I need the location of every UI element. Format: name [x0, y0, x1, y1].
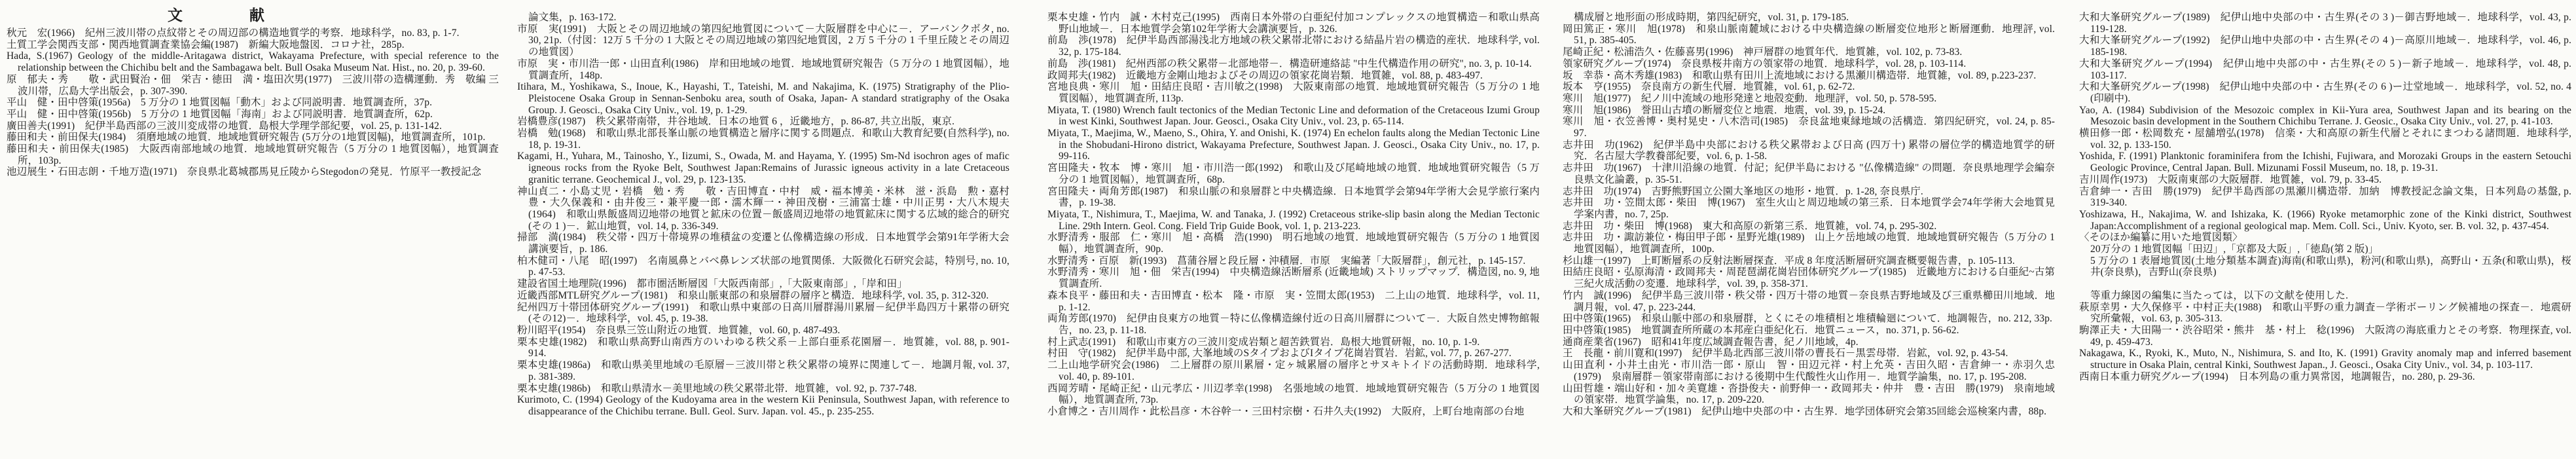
reference-entry: 前島 渉(1981) 紀州西部の秩父累帯－北部地帯－．構造研連絡誌 "中生代構造作用の研究", no. 3, p. 10-14.	[1047, 58, 1532, 69]
reference-column-5	[2079, 0, 2571, 382]
reference-entry: 政岡邦夫(1982) 近畿地方金剛山地およびその周辺の領家花崗岩類．地質雑，vol. 88, p. 483-497.	[1047, 69, 1483, 81]
reference-entry: 志井田 功(1974) 吉野熊野国立公園大峯地区の地形・地質．p. 1-28, 奈良県庁.	[1563, 185, 1923, 197]
reference-entry: 廣田善夫(1991) 紀伊半島西部の三波川変成帯の地質．島根大学理学部紀要，vol. 25, p. 131-142.	[7, 120, 442, 132]
reference-entry: 村田 守(1982) 紀伊半島中部, 大峯地域のSタイプおよびIタイプ花崗岩質岩．岩鉱, vol. 77, p. 267-277.	[1047, 348, 1512, 359]
reference-entry: Nakagawa, K., Ryoki, K., Muto, N., Nishimura, S. and Ito, K. (1991) Gravity anomaly map and inferred basement structure in Osaka Plain, central Kinki, Southwest Japan., J. Geosci., Osaka City Univ., vol. 34, p. 103-117.	[2079, 348, 2571, 371]
reference-entry: 柏木健司・八尾 昭(1997) 名南風鼻とバベ鼻レンズ状部の地質関係．大阪微化石研究会誌，特別号, no. 10, p. 47-53.	[517, 255, 1009, 278]
reference-entry: 平山 健・田中啓策(1956a) 5 万分の 1 地質図幅「動木」および同説明書．地質調査所，37p.	[7, 97, 433, 109]
reference-entry: 田中啓策(1965) 和泉山脈中部の和泉層群，とくにその堆積相と堆積輪廻について．地調報告，no. 212, 33p.	[1563, 313, 2052, 325]
reference-entry: Yao, A. (1984) Subdivision of the Mesozoic complex in Kii-Yura area, Southwest Japan and its bearing on the Mesozoic basin development in the Southern Chichibu Terrane. J. Geosic., Osaka City Univ., vol. 27, p. 41-103.	[2079, 104, 2571, 128]
reference-entry: 杉山雄一(1997) 上町断層系の反射法断層探査．平成 8 年度活断層研究調査概要報告書，p. 105-113.	[1563, 255, 2015, 266]
reference-entry: 水野清秀・寒川 旭・佃 栄吉(1994) 中央構造線活断層系 (近畿地域) ストリップマップ．構造図, no. 9, 地質調査所.	[1047, 266, 1540, 290]
note-line: 20万分の 1 地質図幅「田辺」,「京都及大阪」,「徳島(第 2 版)」	[2090, 244, 2379, 255]
reference-entry: Kurimoto, C. (1994) Geology of the Kudoyama area in the western Kii Peninsula, Southwest Japan, with reference to disappearance of the Chichibu terrane. Bull. Geol. Surv. Japan. vol. 45., p. 235-255.	[517, 394, 1009, 417]
reference-entry: Miyata, T., Maejima, W., Maeno, S., Ohira, Y. and Onishi, K. (1974) En echelon faults along the Median Tectonic Line in the Shobudani-Hirono district, Wakayama Prefecture, Southwest Japan. J. Geosci., Osaka City Univ., no. 17, p. 99-116.	[1047, 128, 1540, 162]
reference-entry: 水野清秀・服部 仁・寒川 旭・高橋 浩(1990) 明石地域の地質．地域地質研究報告（5 万分の 1 地質図幅），地質調査所，90p.	[1047, 232, 1540, 255]
section-heading: 〈そのほか編纂に用いた地質図類〉	[2079, 232, 2243, 244]
reference-entry: 志井田 功・柴田 博(1968) 東大和高原の新第三系．地質雑，vol. 74, p. 295-302.	[1563, 220, 1937, 232]
reference-entry: 藤田和夫・前田保夫(1984) 須磨地域の地質．地域地質研究報告 (5万分の1地質図幅)，地質調査所，101p.	[7, 132, 486, 143]
reference-entry: 宮田隆夫・牧本 博・寒川 旭・市川浩一郎(1992) 和歌山及び尾崎地域の地質．地域地質研究報告（5 万分の 1 地質図幅），地質調査所，68p.	[1047, 162, 1540, 185]
reference-entry: 栗本史雄・竹内 誠・木村克己(1995) 西南日本外帯の白亜紀付加コンプレックスの地質構造－和歌山県高野山地域－．日本地質学会第102年学術大会講演要旨，p. 326.	[1047, 12, 1540, 35]
reference-entry: 大和大峯研究グループ(1998) 紀伊山地中央部の中・古生界(その 6 )ー辻堂地域－．地球科学，vol. 52, no. 4 (印刷中).	[2079, 81, 2571, 104]
reference-entry: 近畿西部MTL研究グループ(1981) 和泉山脈東部の和泉層群の層序と構造．地球科学, vol. 35, p. 312-320.	[517, 289, 989, 301]
reference-entry: 秋元 宏(1966) 紀州三波川帯の点紋帯とその周辺部の構造地質学的考察．地球科学，no. 83, p. 1-7.	[7, 28, 460, 39]
reference-entry: 寒川 旭(1986) 誉田山古墳の断層変位と地震．地震，vol. 39, p. 15-24.	[1563, 104, 1886, 116]
note-line: 5 万分の 1 表層地質図(土地分類基本調査)海南(和歌山県)，粉河(和歌山県)，高野山・五条(和歌山県)，桜井(奈良県)，吉野山(奈良県)	[2090, 255, 2571, 278]
reference-entry: 粉川昭平(1954) 奈良県三笠山附近の地質．地質雑，vol. 60, p. 487-493.	[517, 324, 841, 336]
reference-entry: 村上武志(1991) 和歌山市東方の三波川変成岩類と超苦鉄質岩．島根大地質研報，no. 10, p. 1-9.	[1047, 336, 1480, 348]
reference-column-3	[1047, 0, 1540, 418]
reference-entry: 吉川周作(1973) 大阪南東部の大阪層群．地質雑，vol. 79, p. 33-45.	[2079, 174, 2382, 185]
reference-entry: 藤田和夫・前田保夫(1985) 大阪西南部地域の地質．地域地質研究報告（5 万分の 1 地質図幅），地質調査所，103p.	[7, 143, 499, 166]
blank-line	[2079, 278, 2571, 290]
reference-entry: 寒川 旭(1977) 紀ノ川中流域の地形発達と地殻変動．地理評，vol. 50, p. 578-595.	[1563, 92, 1937, 104]
reference-entry: 岡田篤正・寒川 旭(1978) 和泉山脈南麓域における中央構造線の断層変位地形と断層運動．地理評, vol. 51, p. 385-405.	[1563, 23, 2055, 46]
reference-entry: 山田哲雄・端山好和・加々美寛雄・沓掛俊夫・前野伸一・政岡邦夫・仲井 豊・吉田 勝(1979) 泉南地域の領家帯．地質学論集，no. 17, p. 209-220.	[1563, 382, 2055, 406]
reference-entry: Miyata, T., Nishimura, T., Maejima, W. and Tanaka, J. (1992) Cretaceous strike-slip basin along the Median Tectonic Line. 29th Intern. Geol. Cong. Field Trip Guide Book, vol. 1, p. 213-223.	[1047, 208, 1540, 232]
reference-entry: 尾崎正紀・松浦浩久・佐藤喜男(1996) 神戸層群の地質年代．地質雑，vol. 102, p. 73-83.	[1563, 46, 1963, 58]
reference-entry: 王 長龍・前川寛和(1997) 紀伊半島北西部三波川帯の曹長石－黒雲母帯．岩鉱，vol. 92, p. 43-54.	[1563, 348, 2008, 359]
reference-entry: 志井田 功・笠間太郎・柴田 博(1967) 室生火山と周辺地域の第三系．日本地質学会74年学術大会地質見学案内書，no. 7, 25p.	[1563, 197, 2055, 220]
reference-column-4	[1563, 0, 2055, 418]
reference-entry: 寒川 旭・衣笠善博・奥村晃史・八木浩司(1985) 奈良盆地東縁地域の活構造．第四紀研究，vol. 24, p. 85-97.	[1563, 116, 2055, 139]
reference-entry: 栗本史雄(1986b) 和歌山県清水－美里地域の秩父累帯北帯．地質雑，vol. 92, p. 737-748.	[517, 382, 917, 394]
reference-entry: 領家研究グループ(1974) 奈良県桜井南方の領家帯の地質．地球科学，vol. 28, p. 103-114.	[1563, 58, 1967, 69]
reference-entry: 宮地良典・寒川 旭・田結庄良昭・吉川敏之(1998) 大阪東南部の地質．地域地質研究報告（5 万分の 1 地質図幅），地質調査所, 113p.	[1047, 81, 1540, 104]
reference-entry: 志井田 功・諏訪兼位・梅田甲子郎・星野光雄(1989) 山上ケ岳地域の地質．地域地質研究報告（5 万分の 1 地質図幅），地質調査所，100p.	[1563, 232, 2055, 255]
reference-entry: 宮田隆夫・両角芳郎(1987) 和泉山脈の和泉層群と中央構造線．日本地質学会第94年学術大会見学旅行案内書，p. 19-38.	[1047, 185, 1540, 209]
reference-entry: 大和大峯研究グループ(1981) 紀伊山地中央部の中・古生界．地学団体研究会第35回総会巡検案内書，88p.	[1563, 405, 2047, 417]
reference-entry: 田中啓策(1985) 地質調査所所蔵の本邦産白亜紀化石．地質ニュース，no. 371, p. 56-62.	[1563, 324, 1959, 336]
reference-entry: 志井田 功(1967) 十津川沿線の地質．付記；紀伊半島における "仏像構造線" の問題．奈良県地理学会編奈良県文化論叢，p. 35-51.	[1563, 162, 2055, 185]
reference-entry: 岩橋 勉(1968) 和歌山県北部長峯山脈の地質構造と層序に関する問題点．和歌山大教育紀要(自然科学), no. 18, p. 19-31.	[517, 128, 1009, 151]
reference-entry: 平山 健・田中啓策(1956b) 5 万分の 1 地質図幅「海南」および同説明書．地質調査所，62p.	[7, 108, 433, 120]
reference-entry: 志井田 功(1962) 紀伊半島中央部における秩父累帯および日高 (四万十) 累帯の層位学的構造地質学的研究．名古屋大学教養部紀要，vol. 6, p. 1-58.	[1563, 139, 2055, 162]
reference-entry: 栗本史雄(1986a) 和歌山県美里地域の毛原層－三波川帯と秩父累帯の境界に関連して－．地調月報, vol. 37, p. 381-389.	[517, 359, 1009, 382]
reference-entry: Itihara, M., Yoshikawa, S., Inoue, K., Hayashi, T., Tateishi, M. and Nakajima, K. (1975) Stratigraphy of the Plio-Pleistocene Osaka Group in Sennan-Senboku area, south of Osaka, Japan- A standard stratigraphy of the Osaka Group. J. Geosci., Osaka City Univ., vol. 19, p. 1-29.	[517, 81, 1009, 116]
reference-entry: 建設省国土地理院(1996) 都市圏活断層図「大阪西南部」,「大阪東南部」,「岸和田」	[517, 278, 907, 290]
reference-entry: 横田修一郎・松岡数充・屋舖増弘(1978) 信楽・大和高原の新生代層とそれにまつわる諸問題．地球科学, vol. 32, p. 133-150.	[2079, 128, 2571, 151]
reference-entry: 大和大峯研究グループ(1994) 紀伊山地中央部の中・古生界(その 5 )－新子地域－．地球科学，vol. 48, p. 103-117.	[2079, 58, 2571, 81]
reference-entry: 大和大峯研究グループ(1992) 紀伊山地中央部の中・古生界(その 4 )－高原川地域－．地球科学，vol. 46, p. 185-198.	[2079, 35, 2571, 58]
reference-entry: 二上山地学研究会(1986) 二上層群の原川累層・定ヶ城累層の層序とサヌキトイドの活動時期．地球科学, vol. 40, p. 89-101.	[1047, 359, 1540, 382]
reference-entry: 市原 実・市川浩一郎・山田直利(1986) 岸和田地域の地質．地域地質研究報告（5 万分の 1 地質図幅），地質調査所，148p.	[517, 58, 1009, 81]
reference-entry: 駒澤正夫・大田陽一・渋谷昭栄・熊井 基・村上 稔(1996) 大阪湾の海底重力とその考察．物理探査, vol. 49, p. 459-473.	[2079, 324, 2571, 348]
reference-continuation: 論文集，p. 163-172.	[528, 12, 617, 23]
reference-entry: 坂 幸恭・高木秀雄(1983) 和歌山県有田川上流地域における黒瀬川構造帯．地質雑，vol. 89, p.223-237.	[1563, 69, 2037, 81]
page-title: 文 献	[167, 7, 265, 24]
note-line: 等重力線図の編集に当たっては，以下の文献を使用した.	[2090, 289, 2348, 301]
reference-entry: 岩橋豊彦(1987) 秩父累帯南帯，井谷地域．日本の地質 6 ，近畿地方，p. 86-87, 共立出版，東京.	[517, 116, 955, 128]
reference-entry: 土質工学会関西支部・関西地質調査業協会編(1987) 新編大阪地盤図．コロナ社，285p.	[7, 39, 405, 50]
reference-entry: 田結庄良昭・弘原海清・政岡邦夫・周琵琶湖花崗岩団体研究グループ(1985) 近畿地方における白亜紀~古第三紀火成活動の変遷．地球科学，vol. 39, p. 358-371.	[1563, 266, 2055, 290]
reference-entry: 森本良平・藤田和夫・吉田博直・松本 隆・市原 実・笠間太郎(1953) 二上山の地質．地球科学，vol. 11, p. 1-12.	[1047, 289, 1540, 313]
reference-entry: 通商産業省(1967) 昭和41年度広域調査報告書，紀ノ川地域，4p.	[1563, 336, 1859, 348]
reference-column-1	[7, 0, 499, 178]
reference-entry: Hada, S.(1967) Geology of the middle-Aritagawa district, Wakayama Prefecture, with special reference to the relationship between the Chichibu belt and the Sambagawa belt. Bull Osaka Museum Nat. Hist., no. 20, p. 39-60.	[7, 50, 499, 74]
reference-entry: 水野清秀・百原 新(1993) 菖蒲谷層と段丘層・沖積層．市原 実編著「大阪層群」，創元社，p. 145-157.	[1047, 255, 1526, 266]
reference-column-2	[517, 0, 1009, 418]
reference-entry: 紀州四万十帯団体研究グループ(1991) 和歌山県中東部の日高川層群湯川累層－紀伊半島四万十累帯の研究(その12)－．地球科学，vol. 45, p. 19-38.	[517, 301, 1009, 325]
reference-entry: 坂本 亨(1955) 奈良南方の新生代層．地質雑，vol. 61, p. 62-72.	[1563, 81, 1855, 93]
reference-entry: 原 郁夫・秀 敬・武田賢治・佃 栄吉・徳田 満・塩田次男(1977) 三波川帯の造構運動．秀 敬編 三波川帯，広島大学出版会，p. 307-390.	[7, 73, 499, 97]
reference-entry: 萩原幸男・大久保修平・中村正夫(1988) 和歌山平野の重力調査－学術ボーリング候補地の探査－．地震研究所彙報，vol. 63, p. 305-313.	[2079, 301, 2571, 325]
reference-entry: 小倉博之・吉川周作・此松昌彦・木谷幹一・三田村宗樹・石井久夫(1992) 大阪府，上町台地南部の台地	[1047, 405, 1525, 417]
reference-entry: Kagami, H., Yuhara, M., Tainosho, Y., Iizumi, S., Owada, M. and Hayama, Y. (1995) Sm-Nd isochron ages of mafic igneous rocks from the Ryoke Belt, Southwest Japan:Remains of Jurassic igneous activity in a late Cretaceous granitic terrane. Geochemical J., vol. 29, p. 123-135.	[517, 151, 1009, 185]
reference-entry: 吉倉紳一・吉田 勝(1979) 紀伊半島西部の黒瀬川構造帯．加納 博教授記念論文集，日本列島の基盤, p. 319-340.	[2079, 185, 2571, 209]
reference-entry: Yoshida, F. (1991) Planktonic foraminifera from the Ichishi, Fujiwara, and Morozaki Groups in the eastern Setouchi Geologic Province, Central Japan. Bull. Mizunami Fossil Museum, no. 18, p. 19-31.	[2079, 151, 2571, 174]
reference-entry: 大和大峯研究グループ(1989) 紀伊山地中央部の中・古生界(その 3 )－御吉野地域－．地球科学，vol. 43, p. 119-128.	[2079, 12, 2571, 35]
reference-entry: 市原 実(1991) 大阪とその周辺地域の第四紀地質図について－大阪層群を中心に－．アーバンクボタ, no. 30, 21p.（付図：12万 5 千分の 1 大阪とその周辺地域の第四紀地質図，2 万 5 千分の 1 千里丘陵とその周辺の地質図）	[517, 23, 1009, 58]
reference-entry: 池辺展生・石田志朗・千地万造(1971) 奈良県北葛城郡馬見丘陵からStegodonの発見．竹原平一教授記念	[7, 166, 482, 178]
reference-entry: 竹内 誠(1996) 紀伊半島三波川帯・秩父帯・四万十帯の地質－奈良県吉野地域及び三重県櫛田川地域．地調月報，vol. 47, p. 223-244.	[1563, 289, 2055, 313]
reference-entry: 栗本史雄(1982) 和歌山県高野山南西方のいわゆる秩父系－上部白亜系花園層－．地質雑，vol. 88, p. 901-914.	[517, 336, 1009, 359]
reference-entry: 山田直利・小井土由光・市川浩一郎・原山 智・田辺元祥・村上允英・吉田久昭・吉倉紳一・赤羽久忠 (1979) 泉南層群－領家帯南部における後期中生代酸性火山作用－．地質学論集，no. 17, p. 195-208.	[1563, 359, 2055, 382]
reference-entry: Miyata, T. (1980) Wrench fault tectonics of the Median Tectonic Line and deformation of the Cretaceous Izumi Group in west Kinki, Southwest Japan. Jour. Geosci., Osaka City Univ., vol. 23, p. 65-114.	[1047, 104, 1540, 128]
reference-entry: Yoshizawa, H., Nakajima, W. and Ishizaka, K. (1966) Ryoke metamorphic zone of the Kinki district, Southwest Japan:Accomplishment of a regional geological map. Mem. Coll. Sci., Univ. Kyoto, ser. B. vol. 32, p. 437-454.	[2079, 208, 2571, 232]
reference-entry: 掃部 満(1984) 秩父帯・四万十帯境界の堆積盆の変遷と仏像構造線の形成．日本地質学会第91年学術大会講演要旨，p. 186.	[517, 232, 1009, 255]
reference-entry: 神山貞二・小島丈児・岩橋 勉・秀 敬・吉田博直・中村 威・福本博美・米林 滋・浜島 勲・嘉村豊・大久保義和・由井俊三・兼平慶一郎・濡木輝一・神田茂樹・三浦富士雄・中川正男・大八木規夫(1964) 和歌山県飯盛周辺地帯の地質と鉱床の位置－飯盛周辺地帯の地質鉱床に関する広域的総合的研究(その 1 )－．鉱山地質，vol. 14, p. 336-349.	[517, 185, 1009, 232]
reference-entry: 西岡芳晴・尾崎正紀・山元孝広・川辺孝幸(1998) 名張地域の地質．地域地質研究報告（5 万分の 1 地質図幅），地質調査所, 73p.	[1047, 382, 1540, 406]
reference-entry: 西南日本重力研究グループ(1994) 日本列島の重力異常図，地調報告，no. 280, p. 29-36.	[2079, 371, 2475, 382]
reference-continuation: 構成層と地形面の形成時期，第四紀研究，vol. 31, p. 179-185.	[1574, 12, 1849, 23]
reference-entry: 両角芳郎(1970) 紀伊由良東方の地質－特に仏像構造線付近の日高川層群について－．大阪自然史博物館報告，no. 23, p. 11-18.	[1047, 313, 1540, 336]
reference-entry: 前島 渉(1978) 紀伊半島西部湯浅北方地域の秩父累帯北帯における結晶片岩の構造的産状．地球科学, vol. 32, p. 175-184.	[1047, 35, 1540, 58]
